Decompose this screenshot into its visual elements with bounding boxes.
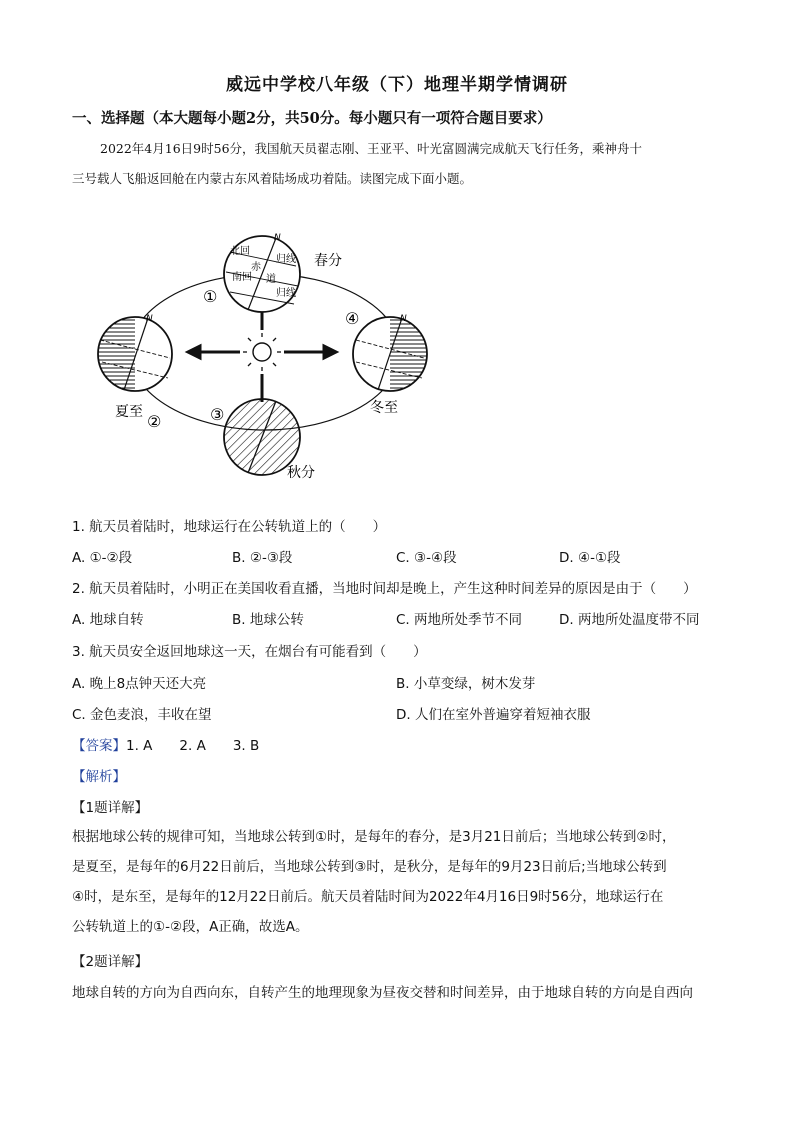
page-title: 威远中学校八年级（下）地理半期学情调研 xyxy=(226,75,568,95)
earth-summer xyxy=(98,314,172,391)
detail-2-text xyxy=(72,978,722,1008)
question-2-option-c: C. 两地所处季节不同 xyxy=(396,612,523,628)
detail-1-line-4: 公转轨道上的①-②段，A正确，故选A。 xyxy=(72,919,309,935)
label-position-4: ④ xyxy=(345,309,360,328)
question-3-option-c: C. 金色麦浪，丰收在望 xyxy=(72,707,212,723)
label-autumn: 秋分 xyxy=(287,465,315,481)
sun-icon xyxy=(243,333,281,371)
north-tropic-label-1: 北回 xyxy=(230,246,250,257)
question-3-stem: 3. 航天员安全返回地球这一天，在烟台有可能看到（ ） xyxy=(72,644,427,660)
answer-line xyxy=(72,734,259,754)
equator-label-2: 道 xyxy=(266,274,276,285)
answer-text: 1. A 2. A 3. B xyxy=(126,738,260,754)
question-3-option-d: D. 人们在室外普遍穿着短袖衣服 xyxy=(396,707,591,723)
label-position-3: ③ xyxy=(210,405,225,424)
detail-1-text xyxy=(72,822,722,942)
label-position-2: ② xyxy=(147,412,162,431)
question-3-option-a: A. 晚上8点钟天还大亮 xyxy=(72,676,207,692)
earth-spring xyxy=(224,233,300,312)
south-tropic-label-1: 南回 xyxy=(232,272,252,283)
question-1-stem: 1. 航天员着陆时，地球运行在公转轨道上的（ ） xyxy=(72,519,387,535)
equator-label-1: 赤 xyxy=(251,262,261,273)
detail-2-line-1: 地球自转的方向为自西向东，自转产生的地理现象为昼夜交替和时间差异，由于地球自转的方向是自西向 xyxy=(72,985,693,1001)
section-heading: 一、选择题（本大题每小题2分，共50分。每小题只有一项符合题目要求） xyxy=(72,110,552,127)
earth-autumn xyxy=(224,399,300,475)
intro-line-2: 三号载人飞船返回舱在内蒙古东风着陆场成功着陆。读图完成下面小题。 xyxy=(72,171,473,186)
detail-2-tag: 【2题详解】 xyxy=(72,954,149,970)
question-2-option-b: B. 地球公转 xyxy=(232,612,304,628)
question-3-option-b: B. 小草变绿，树木发芽 xyxy=(396,676,536,692)
question-1-option-d: D. ④-①段 xyxy=(559,550,621,566)
north-pole-label-summer: N xyxy=(146,314,153,324)
north-pole-label: N xyxy=(274,233,281,243)
question-1-option-b: B. ②-③段 xyxy=(232,550,293,566)
intro-line-1: 2022年4月16日9时56分，我国航天员翟志刚、王亚平、叶光富圆满完成航天飞行任务，乘神舟十 xyxy=(100,141,643,156)
analysis-tag: 【解析】 xyxy=(72,769,126,785)
detail-1-tag: 【1题详解】 xyxy=(72,800,149,816)
question-1-option-a: A. ①-②段 xyxy=(72,550,133,566)
question-2-option-a: A. 地球自转 xyxy=(72,612,144,628)
south-tropic-label-2: 归线 xyxy=(276,288,296,299)
north-pole-label-winter: N xyxy=(400,314,407,324)
detail-1-line-3: ④时，是东至，是每年的12月22日前后。航天员着陆时间为2022年4月16日9时56分，地球运行在 xyxy=(72,889,664,905)
label-winter: 冬至 xyxy=(370,400,398,416)
question-2-option-d: D. 两地所处温度带不同 xyxy=(559,612,700,628)
north-tropic-label-2: 归线 xyxy=(276,254,296,265)
label-position-1: ① xyxy=(203,287,218,306)
label-spring: 春分 xyxy=(314,253,342,269)
label-summer: 夏至 xyxy=(115,404,143,420)
detail-1-line-2: 是夏至，是每年的6月22日前后，当地球公转到③时，是秋分，是每年的9月23日前后;当地球公转到 xyxy=(72,859,667,875)
detail-1-line-1: 根据地球公转的规律可知，当地球公转到①时，是每年的春分，是3月21日前后；当地球公转到②时， xyxy=(72,829,676,845)
earth-winter xyxy=(353,314,427,391)
intro-paragraph xyxy=(72,140,732,188)
question-2-stem: 2. 航天员着陆时，小明正在美国收看直播，当地时间却是晚上，产生这种时间差异的原因是由于（ ） xyxy=(72,581,697,597)
earth-orbit-diagram xyxy=(90,222,440,484)
question-1-option-c: C. ③-④段 xyxy=(396,550,457,566)
answer-tag: 【答案】 xyxy=(72,738,126,754)
